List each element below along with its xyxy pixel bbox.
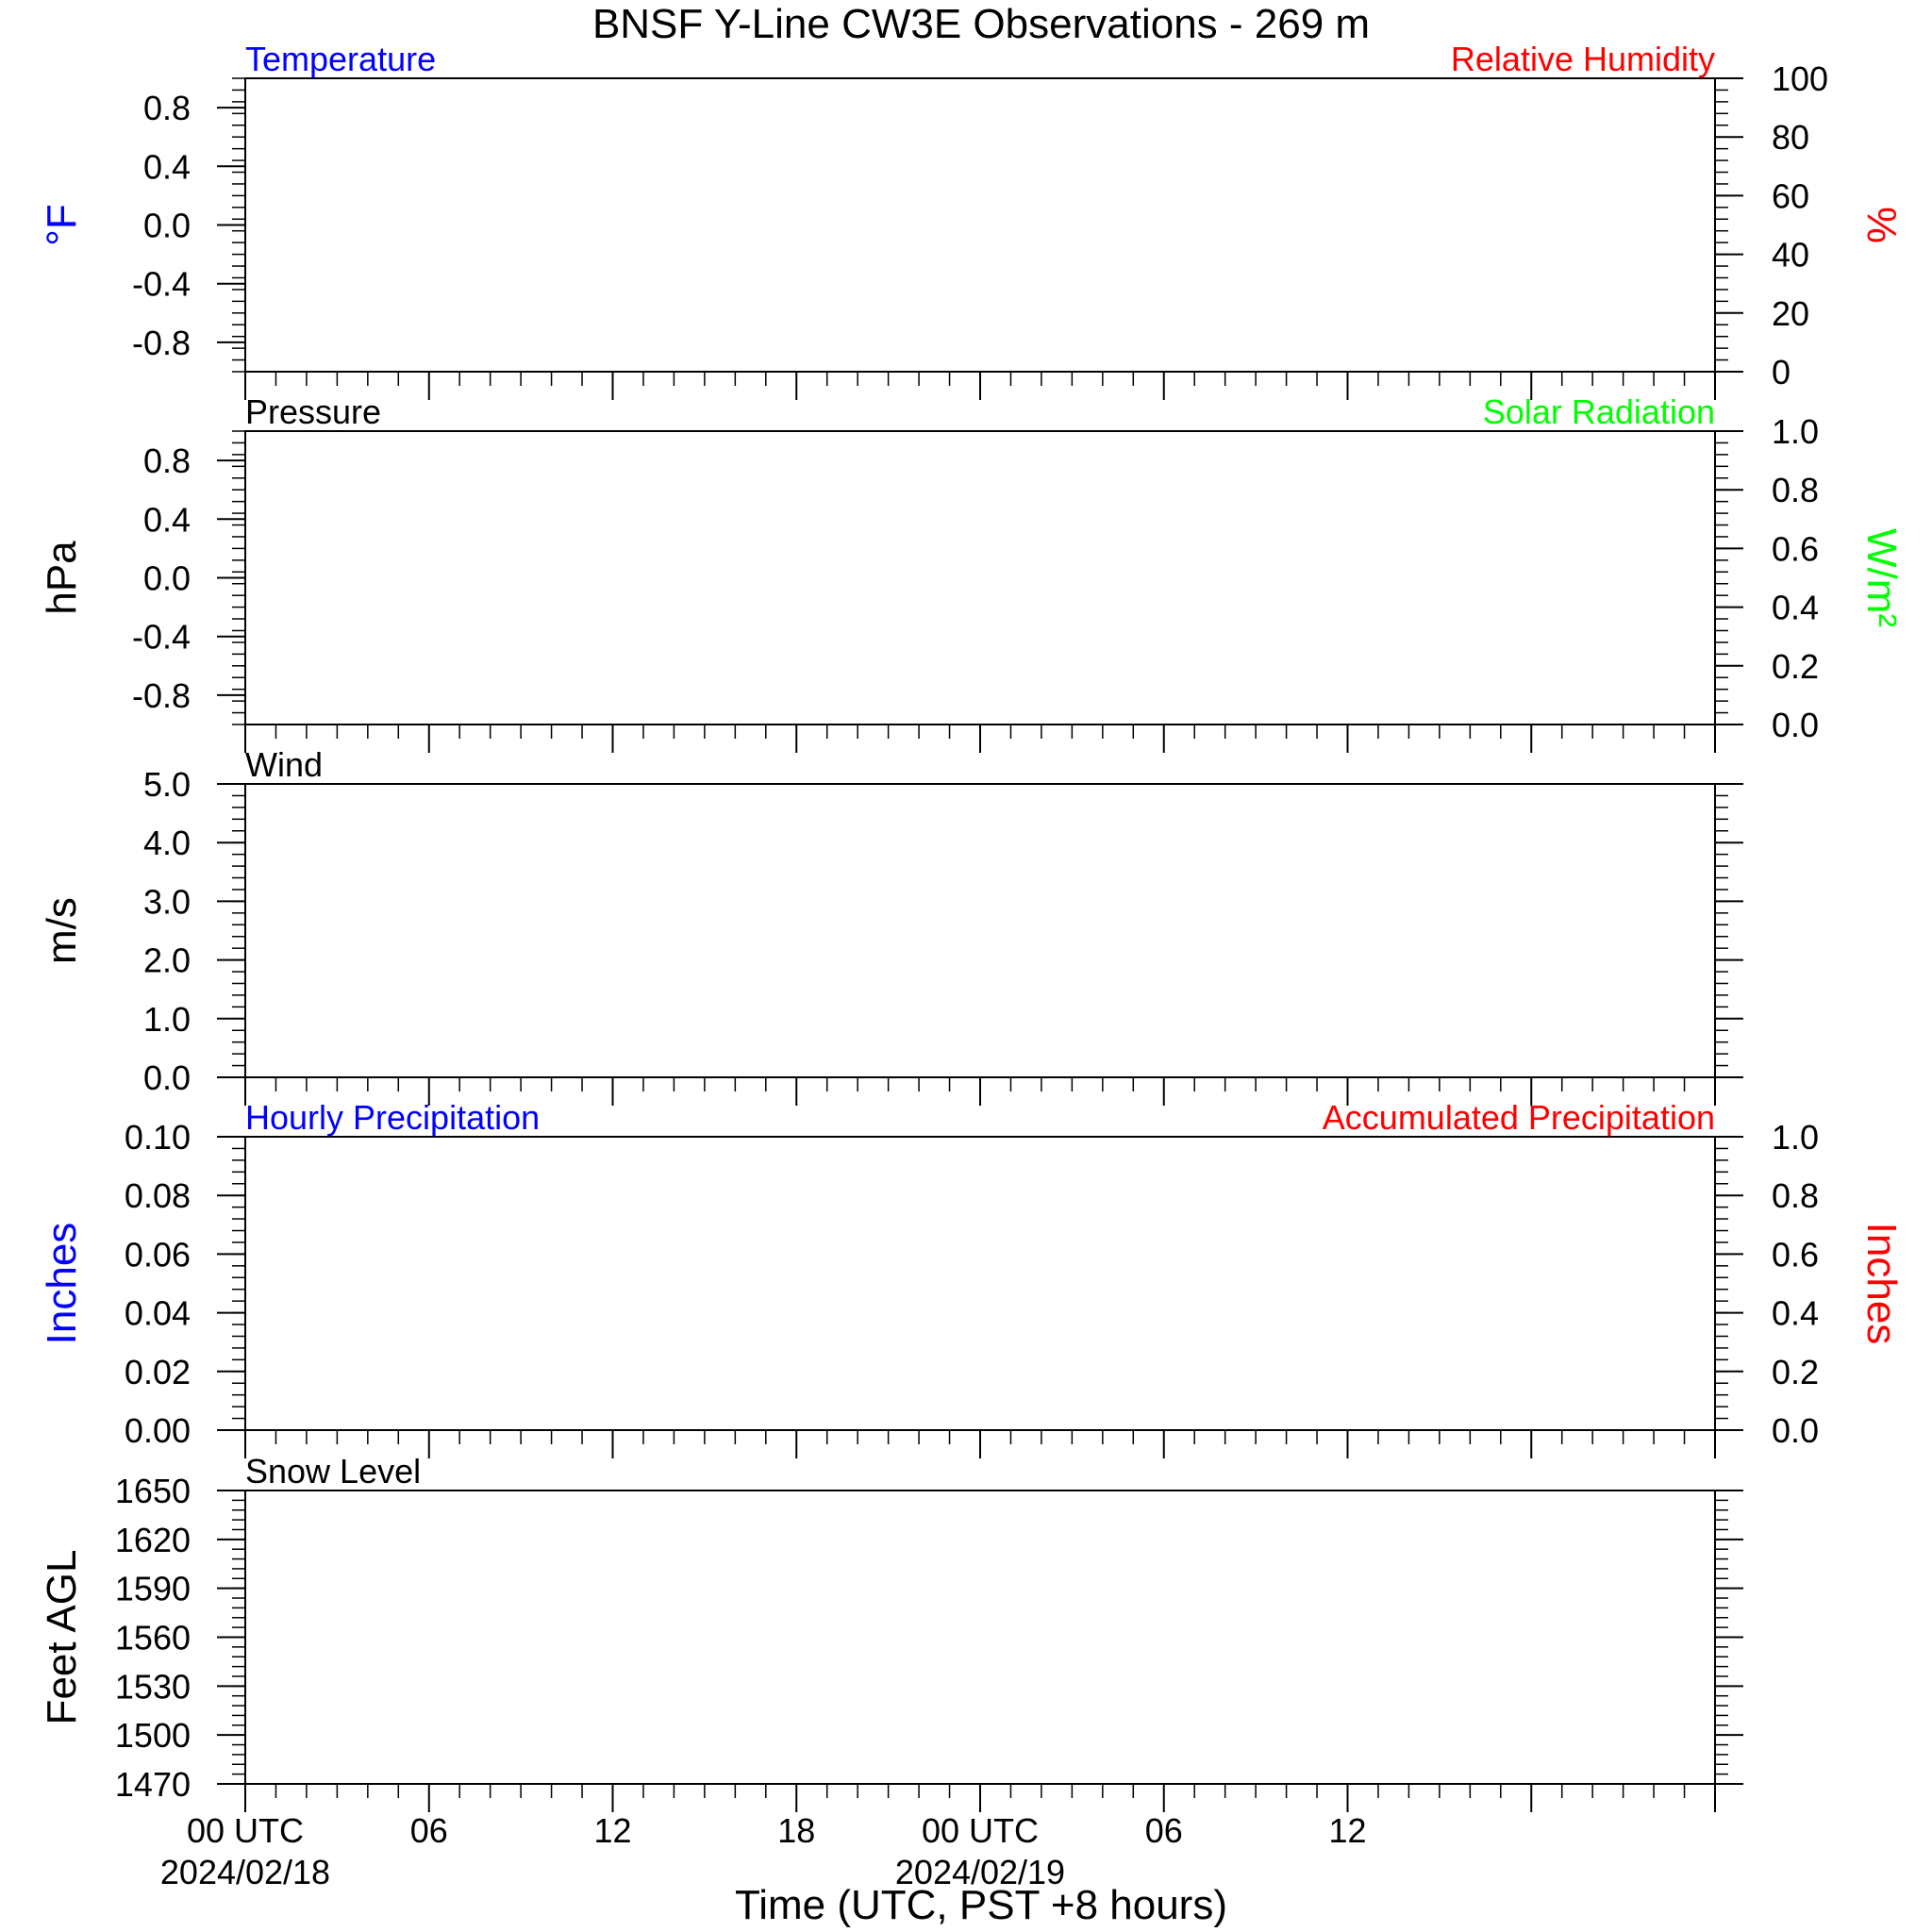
panel-snow-level [39,1452,1743,1812]
y-axis-label: m/s [39,897,85,964]
panel-left-title: Pressure [245,392,382,431]
y-tick-label: 1620 [114,1520,191,1559]
y-tick-label: 1530 [114,1667,191,1707]
panel-temperature-humidity [39,40,1905,400]
plot-frame [245,431,1715,724]
panel-wind [39,745,1743,1106]
y-right-tick-label: 0.4 [1772,588,1820,627]
x-tick-label: 12 [593,1811,632,1850]
y-right-tick-label: 0.6 [1772,1235,1820,1274]
panels [39,40,1905,1891]
plot-frame [245,78,1715,372]
y-right-tick-label: 0.6 [1772,529,1820,569]
y-tick-label: 0.8 [142,89,191,128]
panel-left-title: Hourly Precipitation [245,1098,541,1137]
y-tick-label: 2.0 [142,941,191,980]
y-tick-label: 1650 [114,1472,191,1510]
y-tick-label: -0.4 [131,264,191,304]
y-tick-label: -0.4 [131,617,191,657]
x-tick-label: 00 UTC [921,1811,1040,1850]
x-tick-label: 00 UTC [186,1811,305,1850]
figure-title: BNSF Y-Line CW3E Observations - 269 m [591,1,1371,47]
y-axis-label: °F [39,204,85,246]
x-date-label: 2024/02/19 [894,1853,1066,1891]
y-axis-label: hPa [39,541,85,615]
plot-frame [245,1491,1715,1784]
y-tick-label: 3.0 [142,882,191,922]
y-tick-label: 0.10 [124,1118,191,1157]
plot-frame [245,784,1715,1077]
y-right-tick-label: 0.4 [1772,1293,1820,1333]
panel-right-title: Relative Humidity [1450,40,1715,78]
y-tick-label: 1590 [114,1569,191,1608]
y-tick-label: 1500 [114,1716,191,1756]
y-axis-label: Inches [39,1222,85,1345]
y-right-tick-label: 100 [1772,59,1829,98]
x-tick-label: 18 [777,1811,816,1850]
y-tick-label: -0.8 [131,323,191,362]
y-tick-label: 0.4 [142,147,191,187]
y-tick-label: -0.8 [131,675,191,715]
panel-precipitation [39,1098,1905,1458]
y-right-tick-label: 0.8 [1772,471,1820,510]
y-tick-label: 5.0 [142,765,191,804]
y-right-tick-label: 1.0 [1772,412,1820,451]
panel-right-title: Accumulated Precipitation [1322,1098,1715,1137]
y-tick-label: 0.02 [124,1352,191,1391]
y-right-axis-label: W/m² [1858,527,1905,628]
y-tick-label: 4.0 [142,824,191,863]
y-right-tick-label: 60 [1772,176,1810,216]
panel-right-title: Solar Radiation [1482,392,1715,431]
x-tick-label: 12 [1328,1811,1367,1850]
y-right-tick-label: 0.0 [1772,706,1820,744]
panel-pressure-solar [39,392,1905,753]
y-right-tick-label: 1.0 [1772,1118,1820,1157]
y-tick-label: 0.06 [124,1235,191,1274]
y-tick-label: 1560 [114,1618,191,1657]
y-right-tick-label: 0.8 [1772,1176,1820,1216]
y-tick-label: 0.00 [124,1411,191,1450]
x-date-label: 2024/02/18 [159,1853,331,1891]
y-tick-label: 0.08 [124,1176,191,1216]
x-axis-label: Time (UTC, PST +8 hours) [734,1882,1228,1928]
y-tick-label: 0.4 [142,500,191,540]
y-right-tick-label: 0.0 [1772,1411,1820,1450]
x-tick-label: 06 [409,1811,448,1850]
y-right-axis-label: % [1858,206,1905,244]
y-right-axis-label: Inches [1858,1222,1905,1345]
y-tick-label: 0.04 [124,1293,191,1333]
y-right-tick-label: 0 [1772,353,1791,391]
y-tick-label: 0.0 [142,206,191,245]
panel-left-title: Wind [245,745,324,784]
y-tick-label: 1.0 [142,999,191,1039]
y-right-tick-label: 0.2 [1772,646,1820,686]
y-tick-label: 0.0 [142,558,191,598]
panel-left-title: Snow Level [245,1452,422,1491]
y-right-tick-label: 20 [1772,293,1810,333]
plot-frame [245,1137,1715,1430]
panel-left-title: Temperature [245,40,437,78]
y-tick-label: 1470 [114,1765,191,1804]
y-tick-label: 0.0 [142,1058,191,1097]
x-tick-label: 06 [1144,1811,1183,1850]
y-right-tick-label: 40 [1772,235,1810,275]
y-axis-label: Feet AGL [39,1549,85,1725]
y-right-tick-label: 0.2 [1772,1352,1820,1391]
y-right-tick-label: 80 [1772,118,1810,158]
y-tick-label: 0.8 [142,441,191,481]
